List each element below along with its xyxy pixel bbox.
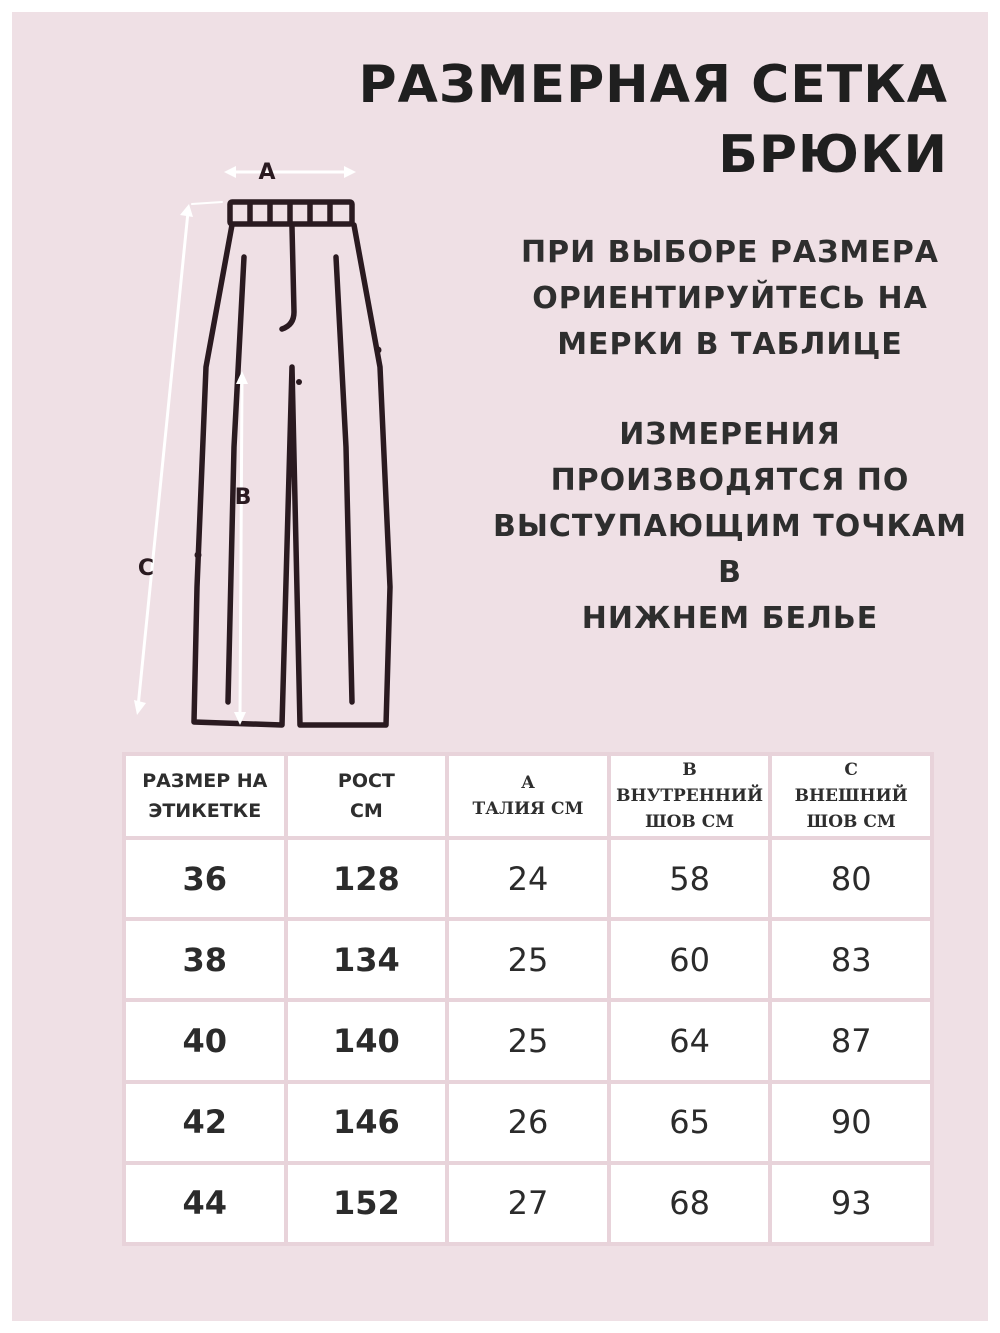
cell-height: 128 [288,840,446,917]
cell-inseam: 65 [611,1084,769,1161]
right-crease [336,257,352,702]
title-line-2: БРЮКИ [718,125,948,185]
info-paragraph-2: ИЗМЕРЕНИЯ ПРОИЗВОДЯТСЯ ПО ВЫСТУПАЮЩИМ ТОЧКАМ В НИЖНЕМ БЕЛЬЕ [492,417,968,636]
cell-outseam: 87 [772,1002,930,1079]
table-row [126,921,930,998]
trousers-measurement-figure [122,147,412,737]
cell-height: 134 [288,921,446,998]
cell-waist: 25 [449,1002,607,1079]
cell-waist: 26 [449,1084,607,1161]
header-inseam: B ВНУТРЕННИЙ ШОВ СМ [611,756,769,836]
cell-height: 140 [288,1002,446,1079]
cell-size: 44 [126,1165,284,1242]
crotch-dot [296,379,302,385]
cell-waist: 24 [449,840,607,917]
trousers-outline [194,202,390,725]
cell-size: 36 [126,840,284,917]
cell-waist: 27 [449,1165,607,1242]
info-text [482,230,978,642]
cell-outseam: 83 [772,921,930,998]
table-row [126,1002,930,1079]
table-row [126,1084,930,1161]
label-b: B [234,485,252,510]
arrow-b [240,379,242,717]
table-row [126,840,930,917]
cell-height: 146 [288,1084,446,1161]
cell-height: 152 [288,1165,446,1242]
cell-outseam: 93 [772,1165,930,1242]
page-title [328,50,948,190]
cell-outseam: 80 [772,840,930,917]
header-height: РОСТ СМ [288,756,446,836]
label-a: A [258,160,276,185]
cell-size: 38 [126,921,284,998]
table-header-row [126,756,930,836]
cell-inseam: 58 [611,840,769,917]
header-size: РАЗМЕР НА ЭТИКЕТКЕ [126,756,284,836]
size-chart-card [12,12,988,1321]
header-waist: A ТАЛИЯ СМ [449,756,607,836]
cell-inseam: 60 [611,921,769,998]
cell-inseam: 64 [611,1002,769,1079]
size-table [122,752,934,1246]
arrow-c [138,212,188,707]
table-row [126,1165,930,1242]
info-paragraph-1: ПРИ ВЫБОРЕ РАЗМЕРА ОРИЕНТИРУЙТЕСЬ НА МЕРКИ В ТАБЛИЦЕ [521,235,939,362]
size-table-grid [122,752,934,1246]
trousers-diagram [122,147,412,737]
side-dot-left [195,552,202,559]
cell-outseam: 90 [772,1084,930,1161]
cell-waist: 25 [449,921,607,998]
fly-seam [282,227,294,329]
label-c: C [137,556,155,581]
measure-arrows [134,166,356,725]
cell-size: 40 [126,1002,284,1079]
header-outseam: C ВНЕШНИЙ ШОВ СМ [772,756,930,836]
title-line-1: РАЗМЕРНАЯ СЕТКА [358,55,948,115]
side-dot-right [375,347,382,354]
cell-size: 42 [126,1084,284,1161]
cell-inseam: 68 [611,1165,769,1242]
